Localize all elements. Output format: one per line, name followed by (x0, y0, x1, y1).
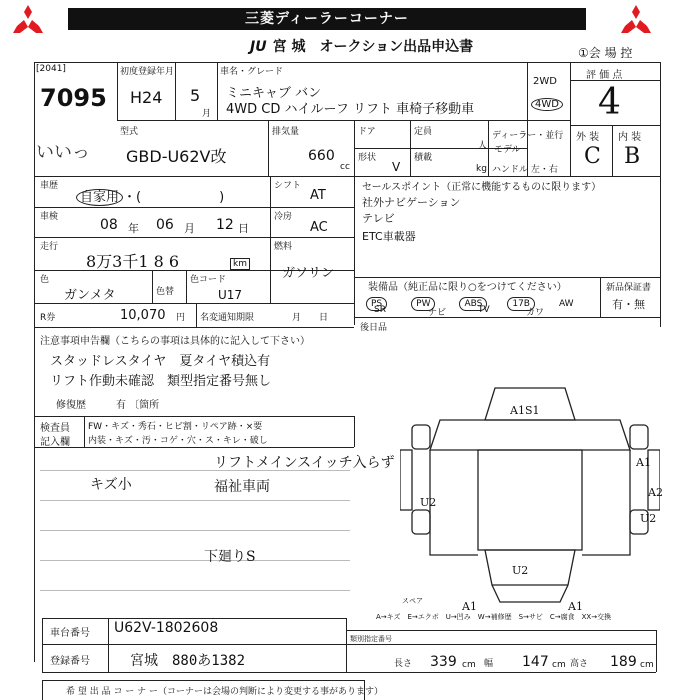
recycle-value: 10,070 (120, 308, 166, 323)
width-value: 147 (522, 654, 549, 670)
color-code-label: 色コード (190, 275, 227, 285)
equip-kawa: カワ (526, 308, 545, 318)
equip-sr: SR (374, 305, 386, 315)
car-name: ミニキャブ バン (226, 86, 322, 101)
model-value: GBD-U62V改 (126, 147, 227, 166)
hand-note-4: 下廻りS (204, 549, 256, 565)
ac-label: 冷房 (274, 212, 293, 222)
color-value: ガンメタ (64, 288, 116, 303)
ju-brand: JU (250, 39, 267, 55)
corner-title: 三菱ディーラーコーナー (68, 8, 586, 30)
length-unit: cm (462, 660, 476, 670)
mitsubishi-logo-left-icon (10, 4, 46, 34)
interior-grade: B (624, 144, 641, 169)
damage-mark-a2: A2 (648, 486, 663, 499)
mitsubishi-logo-right-icon (618, 4, 654, 34)
inspector-label: 検査員 (40, 423, 70, 434)
fuel-value: ガソリン (282, 266, 335, 281)
inspector-row-2: 内装・キズ・汚・コゲ・穴・ス・キレ・破し (88, 436, 268, 446)
color-label: 色 (40, 275, 50, 285)
score-label: 評 価 点 (586, 70, 623, 81)
color-change-label: 色替 (156, 287, 175, 297)
damage-mark-a1-rear-right: A1 (568, 600, 583, 613)
lot-number: 7095 (40, 84, 107, 112)
fuel-label: 燃料 (274, 242, 293, 252)
shift-label: シフト (274, 181, 302, 191)
width-unit: cm (552, 660, 566, 670)
handwritten-scribble: いいっ (36, 142, 90, 163)
damage-mark-u2-left: U2 (420, 496, 437, 509)
damage-mark-a1-right: A1 (636, 456, 651, 469)
first-reg-label: 初度登録年月 (120, 67, 175, 77)
handle-label: ハンドル 左・右 (492, 165, 558, 175)
selling-points-label: セールスポイント（正常に機能するものに限ります） (362, 182, 602, 193)
capacity-label: 定員 (414, 127, 433, 137)
type-label: 類別指定番号 (350, 635, 392, 643)
shift-value: AT (310, 188, 326, 203)
reg-month: 5 (190, 86, 201, 105)
model-change-label: モデル (494, 145, 521, 155)
model-label: 型式 (120, 127, 139, 137)
damage-mark-u2-rear: U2 (512, 564, 529, 577)
length-value: 339 (430, 654, 457, 670)
score-value: 4 (598, 82, 621, 123)
name-change-units: 月 日 (292, 313, 329, 323)
shape-value: V (392, 160, 401, 174)
new-warranty-label: 新品保証書 (606, 283, 652, 293)
notes-line-2: リフト作動未確認 類型指定番号無し (50, 374, 272, 389)
drive-4wd-circled: 4WD (531, 98, 563, 111)
load-unit: kg (476, 164, 487, 174)
dealer-label: ディーラー・並行 (492, 131, 564, 141)
inspection-year: 08 (100, 217, 118, 233)
repair-history-value: 有 〔箇所 (116, 400, 160, 411)
recycle-unit: 円 (176, 313, 186, 323)
shape-label: 形状 (358, 153, 377, 163)
equip-aw: AW (559, 299, 574, 309)
rear-items-label: 後日品 (360, 323, 388, 333)
plate-value: 宮城 880あ1382 (130, 653, 246, 669)
subtitle-text: 宮 城 オークション出品申込書 (272, 39, 474, 55)
equipment-label: 装備品（純正品に限り○をつけてください） (368, 282, 567, 293)
wish-corner-label: 希 望 出 品 コ ー ナ ー（コーナーは会場の判断により変更する事があります） (66, 687, 384, 697)
month-unit: 月 (202, 109, 212, 119)
drive-2wd: 2WD (533, 76, 557, 87)
equip-navi: ナビ (428, 308, 447, 318)
color-code-value: U17 (218, 288, 243, 302)
exterior-label: 外 装 (576, 132, 600, 143)
car-grade: 4WD CD ハイルーフ リフト 車椅子移動車 (226, 102, 475, 117)
exterior-grade: C (584, 144, 601, 169)
equip-abs: ABS (459, 297, 487, 311)
equip-pw: PW (411, 297, 435, 311)
plate-label: 登録番号 (50, 656, 90, 667)
inspection-label: 車検 (40, 212, 59, 222)
new-warranty-value: 有・無 (612, 298, 645, 311)
history-label: 車歴 (40, 181, 59, 191)
mileage-unit: km (230, 258, 250, 270)
height-unit: cm (640, 660, 654, 670)
displacement-value: 660 (308, 148, 335, 164)
inspection-day: 12 (216, 217, 234, 233)
entry-label: 記入欄 (40, 437, 70, 448)
width-label: 幅 (484, 659, 494, 669)
damage-mark-u2-right: U2 (640, 512, 657, 525)
chassis-label: 車台番号 (50, 628, 90, 639)
damage-mark-a1-rear-left: A1 (462, 600, 477, 613)
hand-note-3: 福祉車両 (214, 479, 270, 495)
equip-17b: 17B (507, 297, 535, 311)
selling-point-3: ETC車載器 (362, 230, 416, 243)
name-grade-label: 車名・グレード (220, 67, 284, 77)
inspection-day-unit: 日 (238, 222, 249, 235)
venue-copy-label: ①会 場 控 (578, 46, 633, 60)
name-change-label: 名変通知期限 (200, 313, 255, 323)
displacement-label: 排気量 (272, 127, 300, 137)
displacement-unit: cc (340, 162, 350, 172)
hand-note-1: キズ小 (90, 477, 132, 493)
hand-note-2: リフトメインスイッチ入らず (214, 455, 395, 471)
height-value: 189 (610, 654, 637, 670)
history-value-circled: 自家用 (76, 189, 123, 206)
equip-tv: TV (478, 305, 490, 315)
selling-point-2: テレビ (362, 212, 395, 225)
selling-point-1: 社外ナビゲーション (362, 196, 461, 209)
sheet-code: [2041] (36, 64, 66, 74)
damage-mark-a1s1: A1S1 (510, 404, 540, 417)
notes-line-1: スタッドレスタイヤ 夏タイヤ積込有 (50, 354, 271, 369)
auction-subtitle (250, 36, 473, 56)
mileage-value: 8万3千1 8 6 (86, 252, 180, 271)
height-label: 高さ (570, 659, 589, 669)
inspection-month-unit: 月 (184, 222, 195, 235)
doors-label: ドア (358, 127, 376, 137)
history-value-rest: ・( ) (123, 190, 225, 205)
spare-label: スペア (402, 597, 423, 605)
mileage-label: 走行 (40, 242, 59, 252)
length-label: 長さ (394, 659, 413, 669)
recycle-label: R券 (40, 313, 56, 323)
equip-ps: PS (366, 297, 387, 311)
chassis-value: U62V-1802608 (114, 620, 219, 636)
inspector-row-1: FW・キズ・秀石・ヒビ割・リペア跡・×要 (88, 422, 263, 432)
capacity-unit: 人 (478, 141, 488, 151)
load-label: 積載 (414, 153, 433, 163)
ac-value: AC (310, 220, 328, 235)
repair-history-label: 修復歴 (56, 400, 86, 411)
damage-legend: A→キズ E→エクボ U→凹み W→補修歴 S→サビ C→腐食 XX→交換 (376, 613, 612, 621)
era-year: H24 (130, 88, 163, 107)
inspection-year-unit: 年 (128, 222, 139, 235)
inspection-month: 06 (156, 217, 174, 233)
interior-label: 内 装 (618, 132, 642, 143)
notes-label: 注意事項申告欄（こちらの事項は具体的に記入して下さい） (40, 336, 310, 347)
